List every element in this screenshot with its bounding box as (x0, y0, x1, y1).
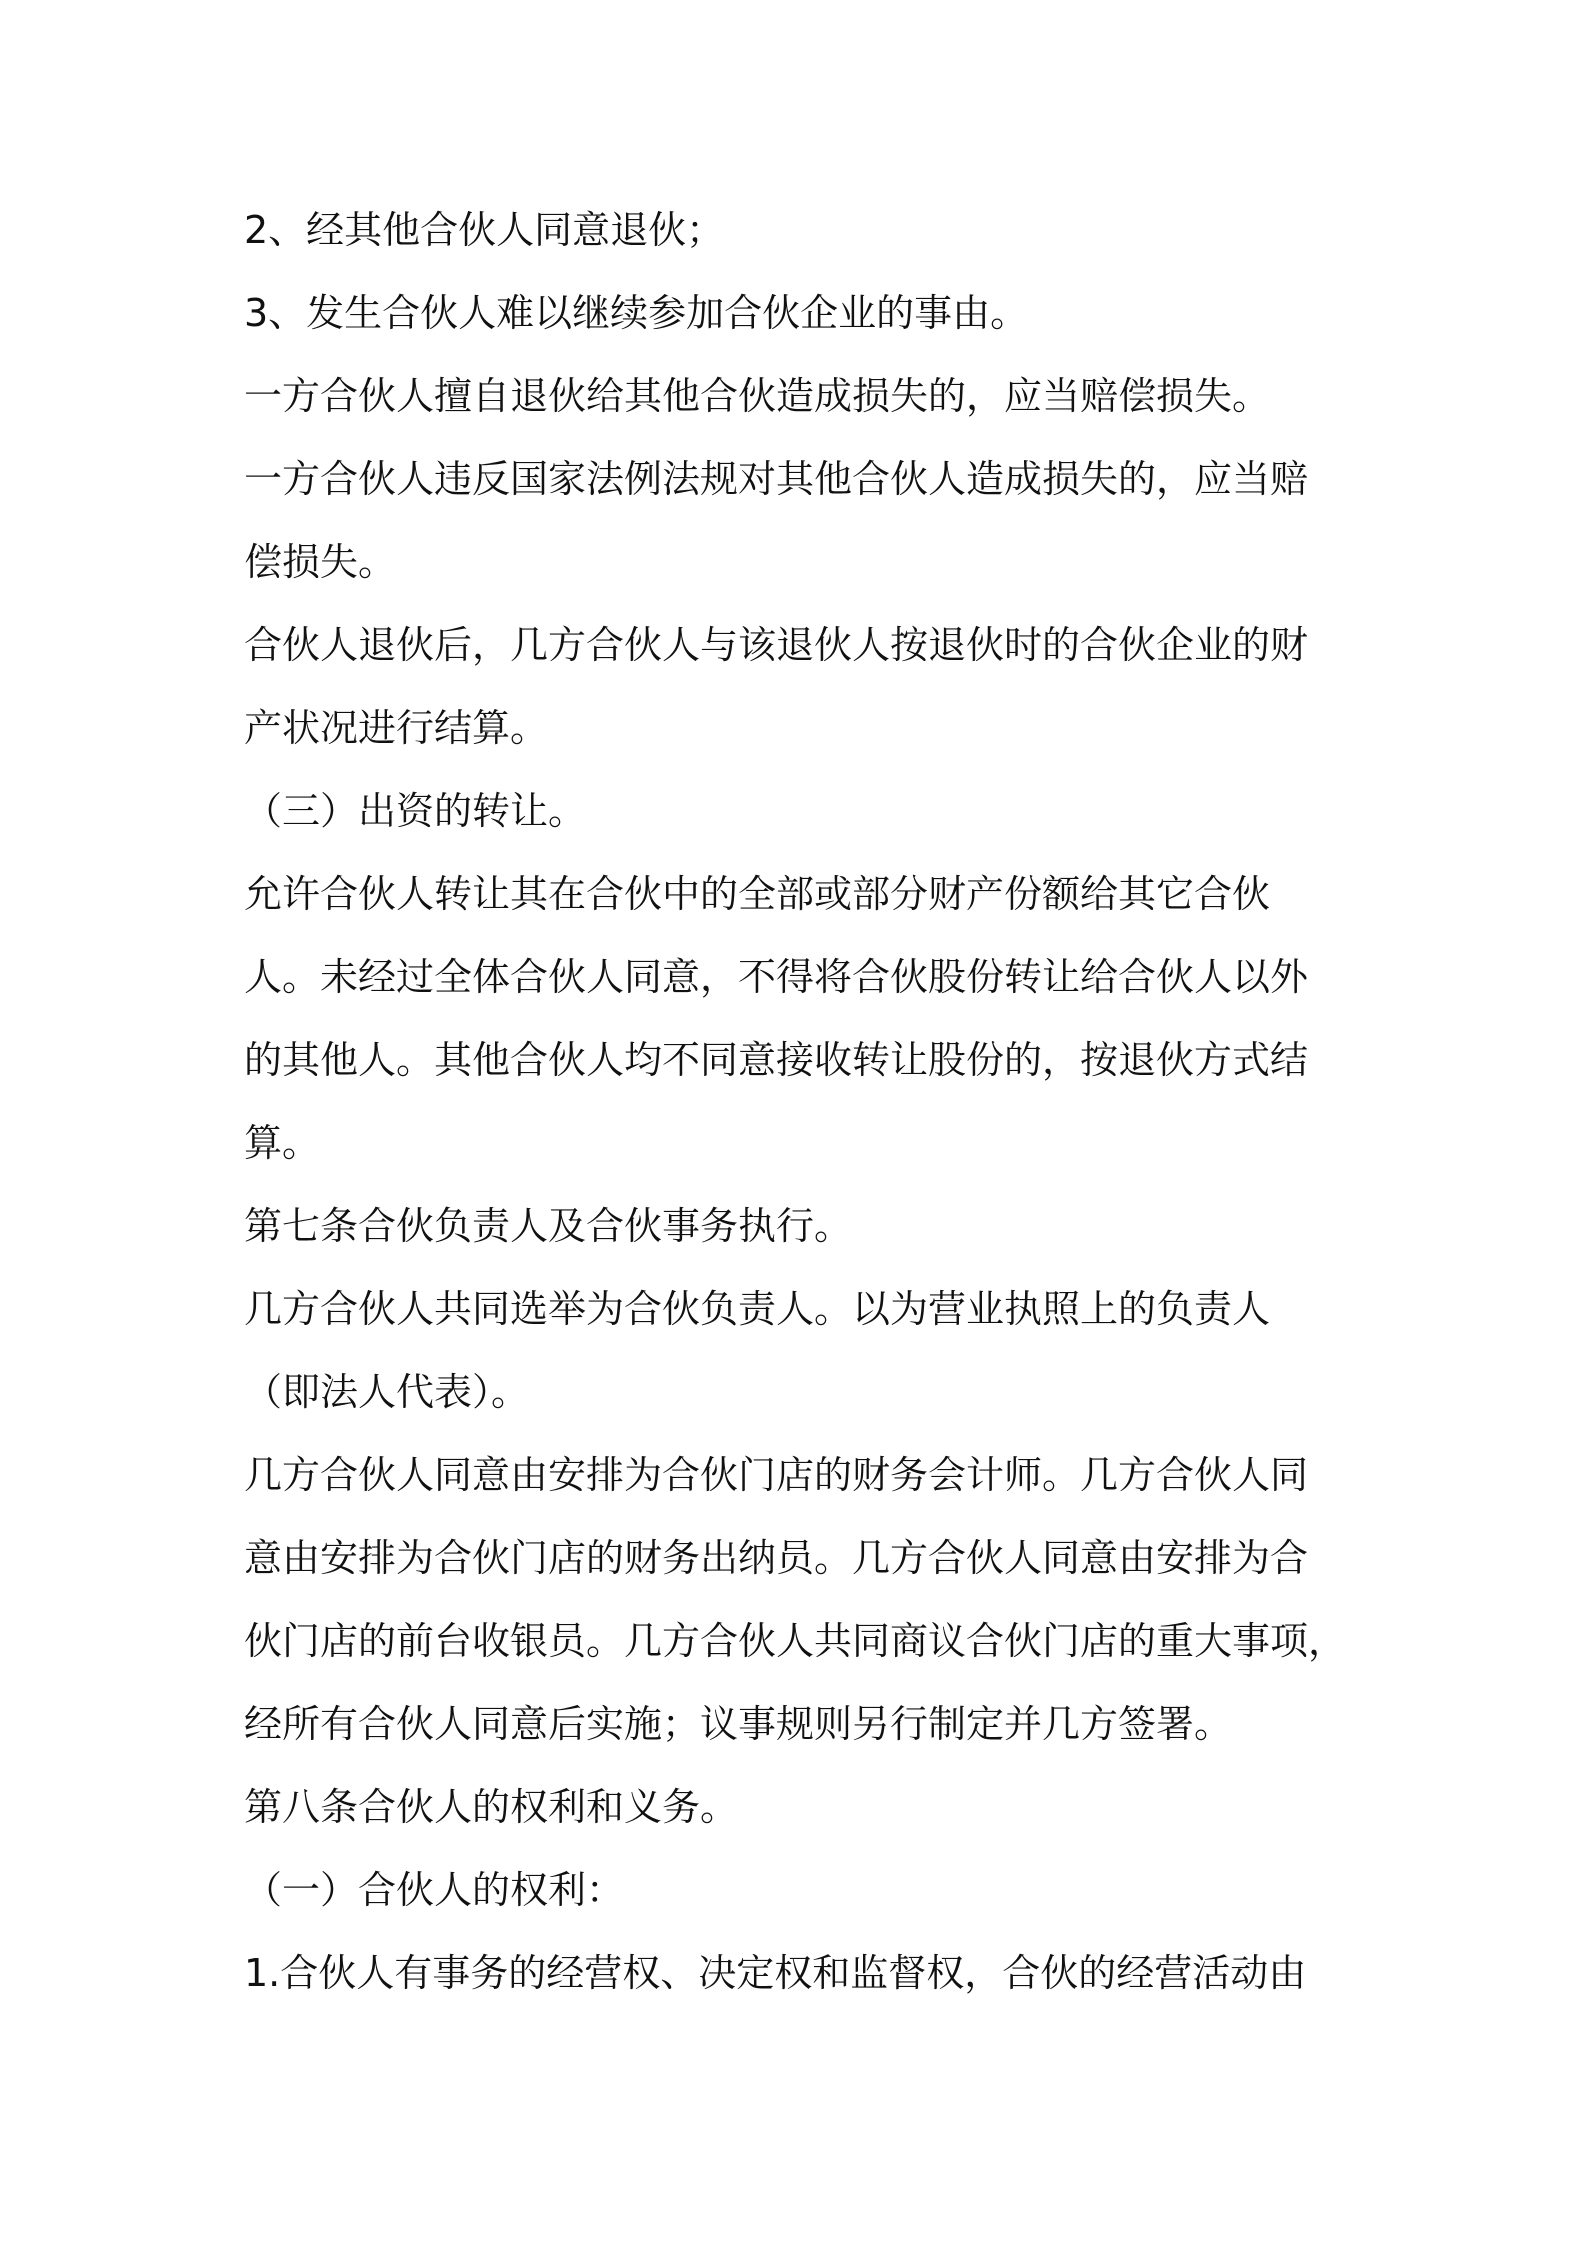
text-line: 偿损失。 (244, 540, 397, 584)
text-line: （即法人代表）。 (244, 1370, 530, 1414)
text-line: 1.合伙人有事务的经营权、决定权和监督权，合伙的经营活动由 (244, 1951, 1307, 1995)
text-line: 允许合伙人转让其在合伙中的全部或部分财产份额给其它合伙 (244, 872, 1271, 916)
text-line: 产状况进行结算。 (244, 706, 549, 750)
text-line: 几方合伙人同意由安排为合伙门店的财务会计师。几方合伙人同 (244, 1453, 1309, 1497)
text-line: 意由安排为合伙门店的财务出纳员。几方合伙人同意由安排为合 (244, 1536, 1309, 1580)
text-line: 的其他人。其他合伙人均不同意接收转让股份的，按退伙方式结 (244, 1038, 1309, 1082)
text-line: 人。未经过全体合伙人同意，不得将合伙股份转让给合伙人以外 (244, 955, 1309, 999)
section-heading: （一）合伙人的权利： (244, 1868, 625, 1912)
text-line: 2、经其他合伙人同意退伙； (244, 208, 725, 252)
text-line: 几方合伙人共同选举为合伙负责人。以为营业执照上的负责人 (244, 1287, 1271, 1331)
section-heading: （三）出资的转让。 (244, 789, 587, 833)
text-line: 算。 (244, 1121, 321, 1165)
text-line: 一方合伙人擅自退伙给其他合伙造成损失的，应当赔偿损失。 (244, 374, 1271, 418)
text-line: 伙门店的前台收银员。几方合伙人共同商议合伙门店的重大事项， (244, 1619, 1347, 1663)
text-line: 一方合伙人违反国家法例法规对其他合伙人造成损失的，应当赔 (244, 457, 1309, 501)
text-line: 合伙人退伙后，几方合伙人与该退伙人按退伙时的合伙企业的财 (244, 623, 1309, 667)
article-heading: 第七条合伙负责人及合伙事务执行。 (244, 1204, 853, 1248)
text-line: 经所有合伙人同意后实施；议事规则另行制定并几方签署。 (244, 1702, 1233, 1746)
article-heading: 第八条合伙人的权利和义务。 (244, 1785, 739, 1829)
text-line: 3、发生合伙人难以继续参加合伙企业的事由。 (244, 291, 1029, 335)
